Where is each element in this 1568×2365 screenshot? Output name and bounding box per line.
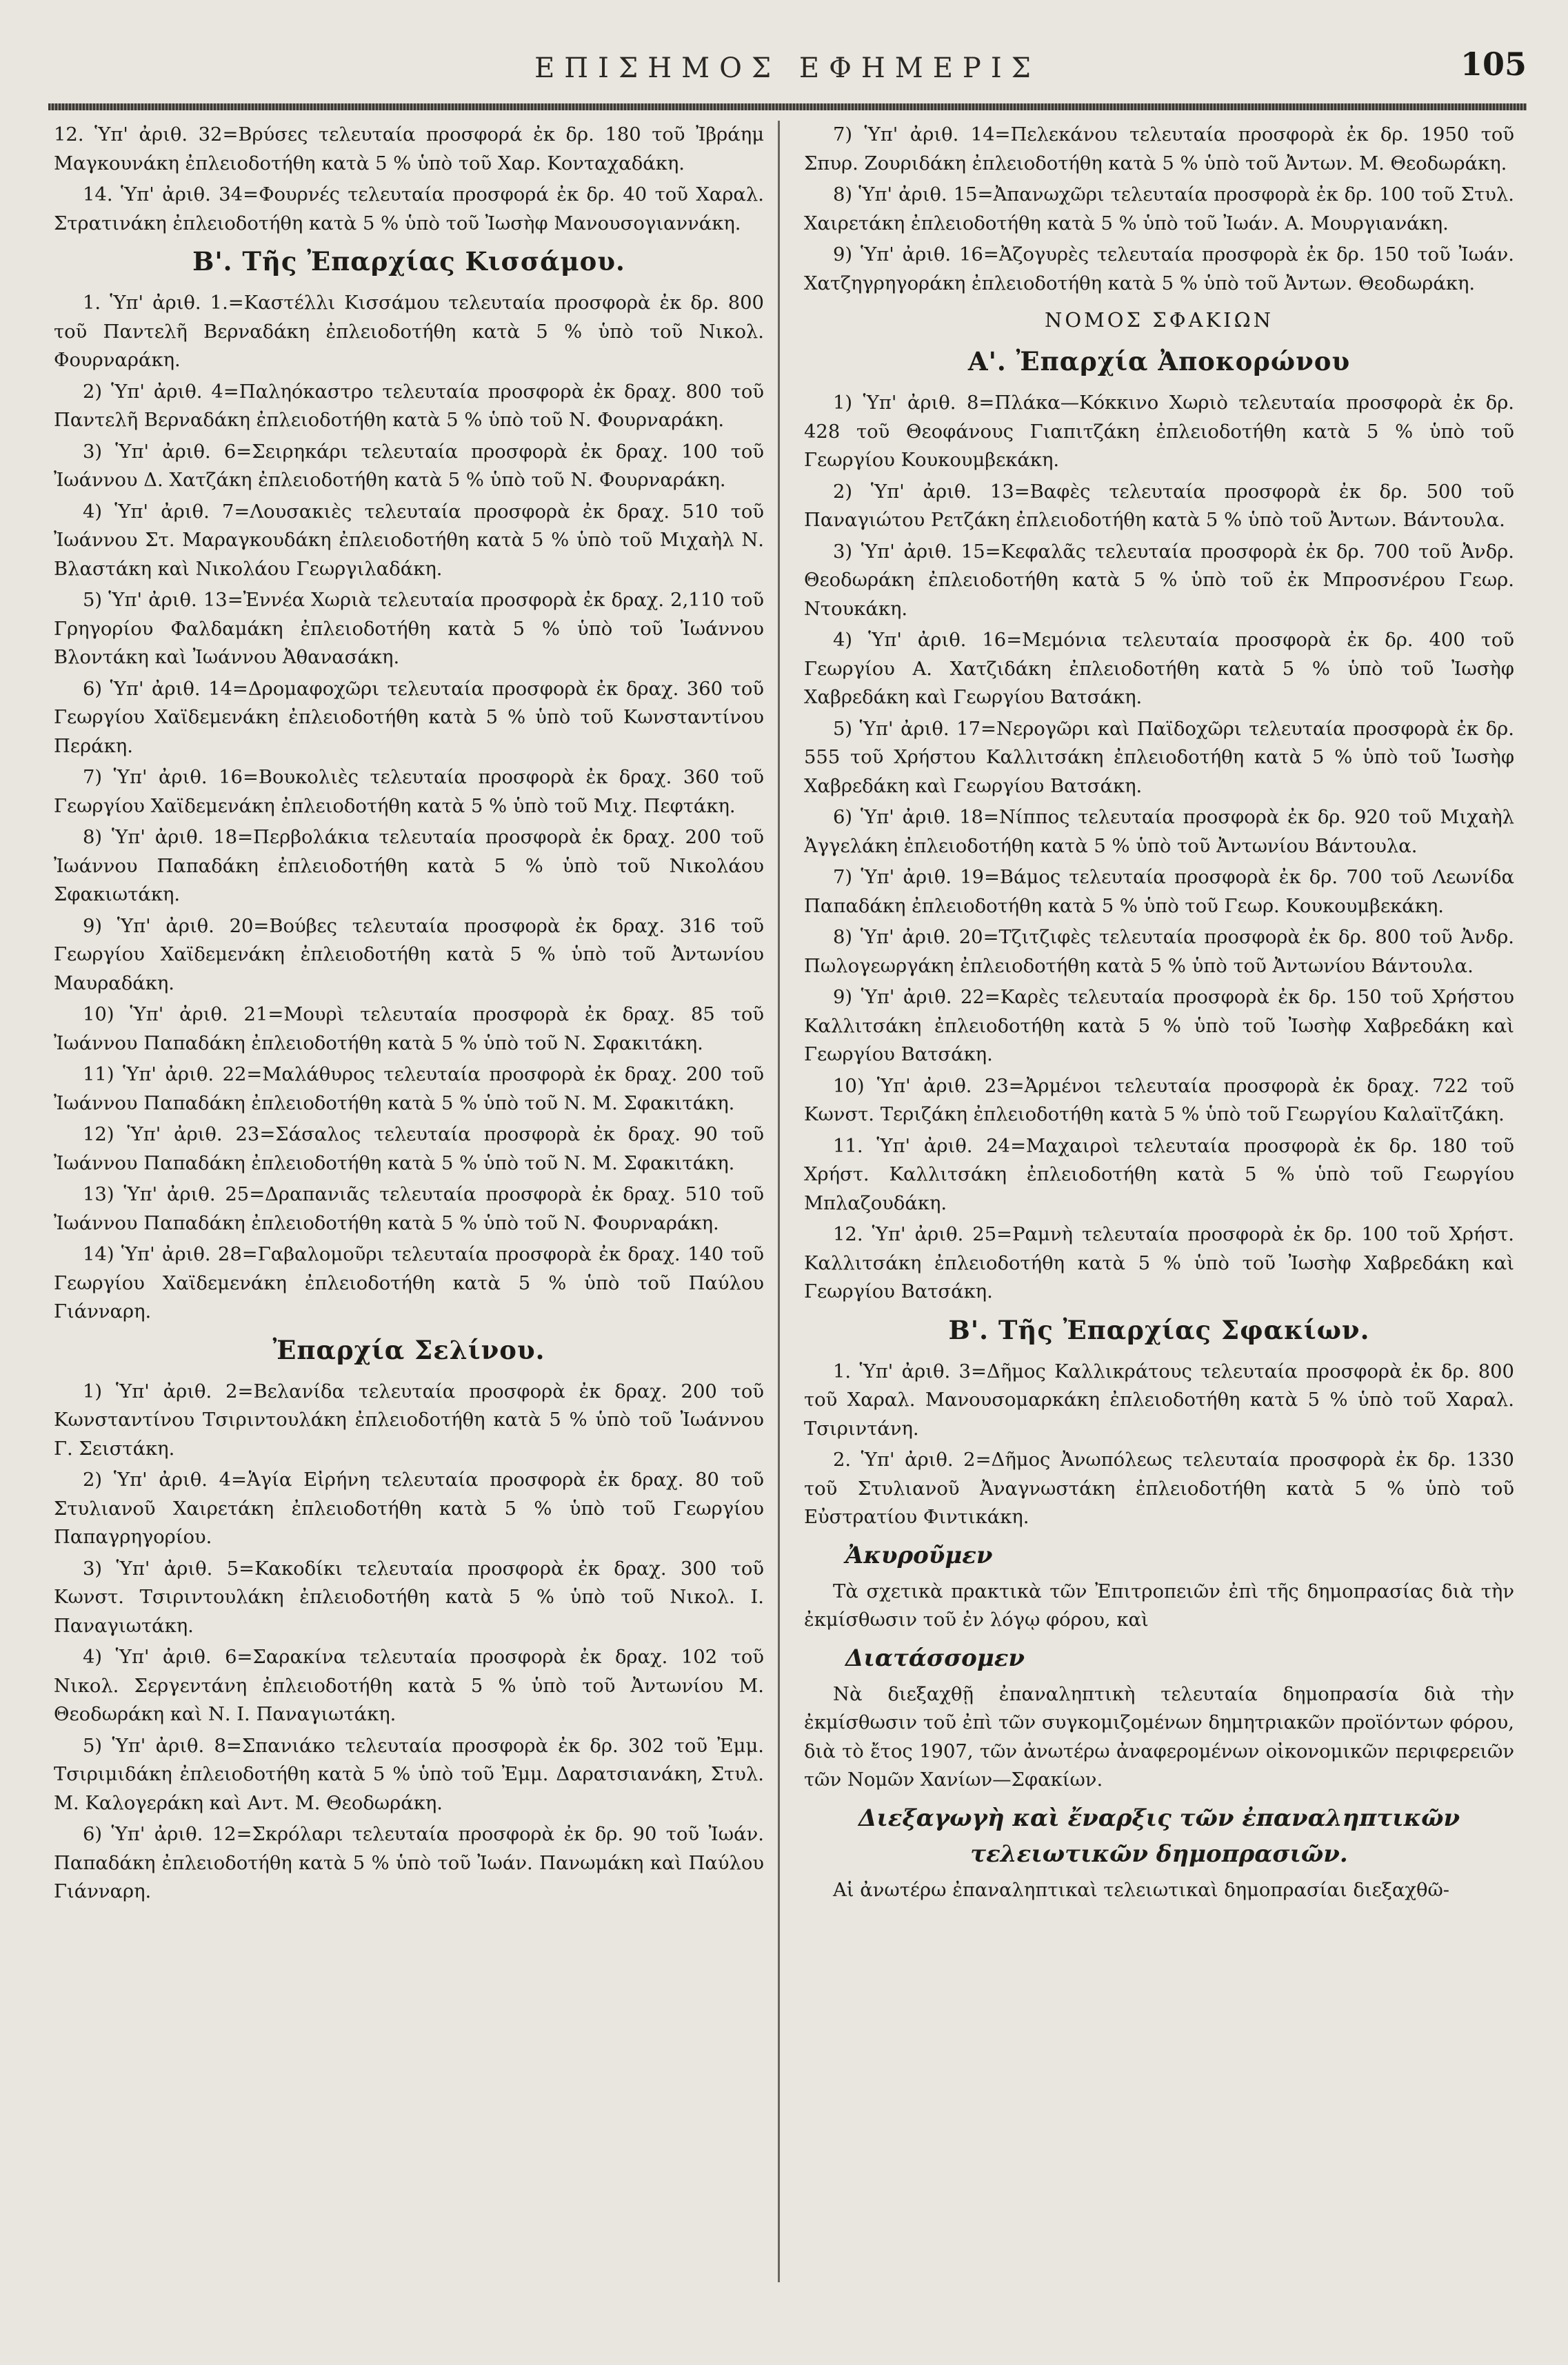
akyroumen-text: Τὰ σχετικὰ πρακτικὰ τῶν Ἐπιτροπειῶν ἐπὶ τῆς δημοπρασίας διὰ τὴν ἐκμίσθωσιν τοῦ ἐν λόγῳ φόρου, καὶ bbox=[804, 1580, 1514, 1631]
list-item: 13) Ὑπ' ἀριθ. 25=Δραπανιᾶς τελευταία προσφορὰ ἐκ δραχ. 510 τοῦ Ἰωάννου Παπαδάκη ἐπλειοδοτήθη κατὰ 5 % ὑπὸ τοῦ Ν. Φουρναράκη. bbox=[54, 1184, 764, 1234]
gazette-title: ΕΠΙΣΗΜΟΣ ΕΦΗΜΕΡΙΣ bbox=[534, 52, 1041, 84]
list-item: 12. Ὑπ' ἀριθ. 32=Βρύσες τελευταία προσφορά ἐκ δρ. 180 τοῦ Ἰβράημ Μαγκουνάκη ἐπλειοδοτήθη κατὰ 5 % ὑπὸ τοῦ Χαρ. Κονταχαδάκη. bbox=[54, 124, 764, 174]
list-item: 5) Ὑπ' ἀριθ. 17=Νερογῶρι καὶ Παϊδοχῶρι τελευταία προσφορὰ ἐκ δρ. 555 τοῦ Χρήστου Καλλιτσάκη ἐπλειοδοτήθη κατὰ 5 % ὑπὸ τοῦ Ἰωσὴφ Χαβρεδάκη καὶ Γεωργίου Βατσάκη. bbox=[804, 718, 1514, 797]
list-item: 7) Ὑπ' ἀριθ. 19=Βάμος τελευταία προσφορὰ ἐκ δρ. 700 τοῦ Λεωνίδα Παπαδάκη ἐπλειοδοτήθη κατὰ 5 % ὑπὸ τοῦ Γεωρ. Κουκουμβεκάκη. bbox=[804, 867, 1514, 917]
list-item: 6) Ὑπ' ἀριθ. 14=Δρομαφοχῶρι τελευταία προσφορὰ ἐκ δραχ. 360 τοῦ Γεωργίου Χαϊδεμενάκη ἐπλειοδοτήθη κατὰ 5 % ὑπὸ τοῦ Κωνσταντίνου Περάκη. bbox=[54, 678, 764, 757]
left-column bbox=[54, 121, 764, 2337]
diexagogi-text: Αἱ ἀνωτέρω ἐπαναληπτικαὶ τελειωτικαὶ δημοπρασίαι διεξαχθῶ- bbox=[833, 1879, 1450, 1901]
list-item: 8) Ὑπ' ἀριθ. 18=Περβολάκια τελευταία προσφορὰ ἐκ δραχ. 200 τοῦ Ἰωάννου Παπαδάκη ἐπλειοδοτήθη κατὰ 5 % ὑπὸ τοῦ Νικολάου Σφακιωτάκη. bbox=[54, 827, 764, 905]
section-heading-sfakion: Β'. Τῆς Ἐπαρχίας Σφακίων. bbox=[948, 1314, 1370, 1345]
diatassomen-text: Νὰ διεξαχθῇ ἐπαναληπτικὴ τελευταία δημοπρασία διὰ τὴν ἐκμίσθωσιν τοῦ ἐπὶ τῶν συγκομιζομένων δημητριακῶν προϊόντων φόρου, διὰ τὸ ἔτος 1907, τῶν ἀνωτέρω ἀναφερομένων οἰκονομικῶν περιφερειῶν τῶν Νομῶν Χανίων—Σφακίων. bbox=[804, 1683, 1514, 1791]
list-item: 1. Ὑπ' ἀριθ. 3=Δῆμος Καλλικράτους τελευταία προσφορὰ ἐκ δρ. 800 τοῦ Χαραλ. Μανουσομαρκάκη ἐπλειοδοτήθη κατὰ 5 % ὑπὸ τοῦ Χαραλ. Τσιριντάνη. bbox=[804, 1360, 1514, 1440]
list-item: 9) Ὑπ' ἀριθ. 20=Βούβες τελευταία προσφορὰ ἐκ δραχ. 316 τοῦ Γεωργίου Χαϊδεμενάκη ἐπλειοδοτήθη κατὰ 5 % ὑπὸ τοῦ Ἀντωνίου Μαυραδάκη. bbox=[54, 915, 764, 994]
list-item: 7) Ὑπ' ἀριθ. 16=Βουκολιὲς τελευταία προσφορὰ ἐκ δραχ. 360 τοῦ Γεωργίου Χαϊδεμενάκη ἐπλειοδοτήθη κατὰ 5 % ὑπὸ τοῦ Μιχ. Πεφτάκη. bbox=[54, 767, 764, 817]
heading-diexagogi: Διεξαγωγὴ καὶ ἔναρξις τῶν ἐπαναληπτικῶν τελειωτικῶν δημοπρασιῶν. bbox=[858, 1804, 1460, 1868]
list-item: 9) Ὑπ' ἀριθ. 16=Ἀζογυρὲς τελευταία προσφορὰ ἐκ δρ. 150 τοῦ Ἰωάν. Χατζηγρηγοράκη ἐπλειοδοτήθη κατὰ 5 % ὑπὸ τοῦ Ἀντων. Θεοδωράκη. bbox=[804, 244, 1514, 294]
list-item: 4) Ὑπ' ἀριθ. 7=Λουσακιὲς τελευταία προσφορὰ ἐκ δραχ. 510 τοῦ Ἰωάννου Στ. Μαραγκουδάκη ἐπλειοδοτήθη κατὰ 5 % ὑπὸ τοῦ Μιχαὴλ Ν. Βλαστάκη καὶ Νικολάου Γεωργιλαδάκη. bbox=[54, 501, 764, 580]
section-heading-kissamos: Β'. Τῆς Ἐπαρχίας Κισσάμου. bbox=[192, 246, 625, 276]
list-item: 9) Ὑπ' ἀριθ. 22=Καρὲς τελευταία προσφορὰ ἐκ δρ. 150 τοῦ Χρήστου Καλλιτσάκη ἐπλειοδοτήθη κατὰ 5 % ὑπὸ τοῦ Ἰωσὴφ Χαβρεδάκη καὶ Γεωργίου Βατσάκη. bbox=[804, 987, 1514, 1065]
list-item: 5) Ὑπ' ἀριθ. 8=Σπανιάκο τελευταία προσφορὰ ἐκ δρ. 302 τοῦ Ἐμμ. Τσιριμιδάκη ἐπλειοδοτήθη κατὰ 5 % ὑπὸ τοῦ Ἐμμ. Δαρατσιανάκη, Στυλ. Μ. Καλογεράκη καὶ Αντ. Μ. Θεοδωράκη. bbox=[54, 1735, 764, 1814]
list-item: 3) Ὑπ' ἀριθ. 5=Κακοδίκι τελευταία προσφορὰ ἐκ δραχ. 300 τοῦ Κωνστ. Τσιριντουλάκη ἐπλειοδοτήθη κατὰ 5 % ὑπὸ τοῦ Νικολ. Ι. Παναγιωτάκη. bbox=[54, 1558, 764, 1637]
section-heading-selinou: Ἐπαρχία Σελίνου. bbox=[272, 1334, 545, 1365]
section-heading-apokoronou: Α'. Ἐπαρχία Ἀποκορώνου bbox=[967, 346, 1351, 376]
list-item: 14. Ὑπ' ἀριθ. 34=Φουρνές τελευταία προσφορά ἐκ δρ. 40 τοῦ Χαραλ. Στρατινάκη ἐπλειοδοτήθη κατὰ 5 % ὑπὸ τοῦ Ἰωσὴφ Μανουσογιαννάκη. bbox=[54, 184, 764, 234]
column-divider bbox=[778, 121, 780, 2282]
list-item: 10) Ὑπ' ἀριθ. 23=Ἀρμένοι τελευταία προσφορὰ ἐκ δραχ. 722 τοῦ Κωνστ. Τεριζάκη ἐπλειοδοτήθη κατὰ 5 % ὑπὸ τοῦ Γεωργίου Καλαϊτζάκη. bbox=[804, 1075, 1514, 1125]
list-item: 4) Ὑπ' ἀριθ. 16=Μεμόνια τελευταία προσφορὰ ἐκ δρ. 400 τοῦ Γεωργίου Α. Χατζιδάκη ἐπλειοδοτήθη κατὰ 5 % ὑπὸ τοῦ Ἰωσὴφ Χαβρεδάκη καὶ Γεωργίου Βατσάκη. bbox=[804, 630, 1514, 708]
page-number: 105 bbox=[1460, 46, 1527, 83]
list-item: 8) Ὑπ' ἀριθ. 15=Ἀπανωχῶρι τελευταία προσφορὰ ἐκ δρ. 100 τοῦ Στυλ. Χαιρετάκη ἐπλειοδοτήθη κατὰ 5 % ὑπὸ τοῦ Ἰωάν. Α. Μουργιανάκη. bbox=[804, 184, 1514, 234]
list-item: 12) Ὑπ' ἀριθ. 23=Σάσαλος τελευταία προσφορὰ ἐκ δραχ. 90 τοῦ Ἰωάννου Παπαδάκη ἐπλειοδοτήθη κατὰ 5 % ὑπὸ τοῦ Ν. Μ. Σφακιτάκη. bbox=[54, 1124, 764, 1174]
list-item: 10) Ὑπ' ἀριθ. 21=Μουρὶ τελευταία προσφορὰ ἐκ δραχ. 85 τοῦ Ἰωάννου Παπαδάκη ἐπλειοδοτήθη κατὰ 5 % ὑπὸ τοῦ Ν. Σφακιτάκη. bbox=[54, 1004, 764, 1054]
list-item: 5) Ὑπ' ἀριθ. 13=Ἐννέα Χωριὰ τελευταία προσφορὰ ἐκ δραχ. 2,110 τοῦ Γρηγορίου Φαλδαμάκη ἐπλειοδοτήθη κατὰ 5 % ὑπὸ τοῦ Ἰωάννου Βλοντάκη καὶ Ἰωάννου Ἀθανασάκη. bbox=[54, 590, 764, 668]
list-item: 11. Ὑπ' ἀριθ. 24=Μαχαιροὶ τελευταία προσφορὰ ἐκ δρ. 180 τοῦ Χρήστ. Καλλιτσάκη ἐπλειοδοτήθη κατὰ 5 % ὑπὸ τοῦ Γεωργίου Μπλαζουδάκη. bbox=[804, 1135, 1514, 1214]
header-rule bbox=[48, 103, 1527, 110]
page-header bbox=[48, 40, 1527, 116]
list-item: 3) Ὑπ' ἀριθ. 6=Σειρηκάρι τελευταία προσφορὰ ἐκ δραχ. 100 τοῦ Ἰωάννου Δ. Χατζάκη ἐπλειοδοτήθη κατὰ 5 % ὑπὸ τοῦ Ν. Φουρναράκη. bbox=[54, 441, 764, 491]
list-item: 6) Ὑπ' ἀριθ. 18=Νίππος τελευταία προσφορὰ ἐκ δρ. 920 τοῦ Μιχαὴλ Ἀγγελάκη ἐπλειοδοτήθη κατὰ 5 % ὑπὸ τοῦ Ἀντωνίου Βάντουλα. bbox=[804, 807, 1514, 857]
heading-diatassomen: Διατάσσομεν bbox=[845, 1644, 1025, 1672]
list-item: 2) Ὑπ' ἀριθ. 4=Παληόκαστρο τελευταία προσφορὰ ἐκ δραχ. 800 τοῦ Παντελῆ Βερναδάκη ἐπλειοδοτήθη κατὰ 5 % ὑπὸ τοῦ Ν. Φουρναράκη. bbox=[54, 381, 764, 431]
list-item: 1. Ὑπ' ἀριθ. 1.=Καστέλλι Κισσάμου τελευταία προσφορὰ ἐκ δρ. 800 τοῦ Παντελῆ Βερναδάκη ἐπλειοδοτήθη κατὰ 5 % ὑπὸ τοῦ Νικολ. Φουρναράκη. bbox=[54, 292, 764, 371]
list-item: 14) Ὑπ' ἀριθ. 28=Γαβαλομοῦρι τελευταία προσφορὰ ἐκ δραχ. 140 τοῦ Γεωργίου Χαϊδεμενάκη ἐπλειοδοτήθη κατὰ 5 % ὑπὸ τοῦ Παύλου Γιάνναρη. bbox=[54, 1244, 764, 1322]
list-item: 1) Ὑπ' ἀριθ. 2=Βελανίδα τελευταία προσφορὰ ἐκ δραχ. 200 τοῦ Κωνσταντίνου Τσιριντουλάκη ἐπλειοδοτήθη κατὰ 5 % ὑπὸ τοῦ Ἰωάννου Γ. Σειστάκη. bbox=[54, 1380, 764, 1460]
list-item: 1) Ὑπ' ἀριθ. 8=Πλάκα—Κόκκινο Χωριὸ τελευταία προσφορὰ ἐκ δρ. 428 τοῦ Θεοφάνους Γιαπιτζάκη ἐπλειοδοτήθη κατὰ 5 % ὑπὸ τοῦ Γεωργίου Κουκουμβεκάκη. bbox=[804, 392, 1514, 471]
nomos-title: ΝΟΜΟΣ ΣΦΑΚΙΩΝ bbox=[1044, 308, 1274, 332]
list-item: 7) Ὑπ' ἀριθ. 14=Πελεκάνου τελευταία προσφορὰ ἐκ δρ. 1950 τοῦ Σπυρ. Ζουριδάκη ἐπλειοδοτήθη κατὰ 5 % ὑπὸ τοῦ Ἀντων. Μ. Θεοδωράκη. bbox=[804, 124, 1514, 174]
list-item: 3) Ὑπ' ἀριθ. 15=Κεφαλᾶς τελευταία προσφορὰ ἐκ δρ. 700 τοῦ Ἀνδρ. Θεοδωράκη ἐπλειοδοτήθη κατὰ 5 % ὑπὸ τοῦ ἐκ Μπροσνέρου Γεωρ. Ντουκάκη. bbox=[804, 541, 1514, 620]
right-column bbox=[804, 121, 1514, 2337]
list-item: 4) Ὑπ' ἀριθ. 6=Σαρακίνα τελευταία προσφορὰ ἐκ δραχ. 102 τοῦ Νικολ. Σεργεντάνη ἐπλειοδοτήθη κατὰ 5 % ὑπὸ τοῦ Ἀντωνίου Μ. Θεοδωράκη καὶ Ν. Ι. Παναγιωτάκη. bbox=[54, 1647, 764, 1725]
list-item: 12. Ὑπ' ἀριθ. 25=Ραμνὴ τελευταία προσφορὰ ἐκ δρ. 100 τοῦ Χρήστ. Καλλιτσάκη ἐπλειοδοτήθη κατὰ 5 % ὑπὸ τοῦ Ἰωσὴφ Χαβρεδάκη καὶ Γεωργίου Βατσάκη. bbox=[804, 1224, 1514, 1302]
list-item: 6) Ὑπ' ἀριθ. 12=Σκρόλαρι τελευταία προσφορὰ ἐκ δρ. 90 τοῦ Ἰωάν. Παπαδάκη ἐπλειοδοτήθη κατὰ 5 % ὑπὸ τοῦ Ἰωάν. Πανωμάκη καὶ Παύλου Γιάνναρη. bbox=[54, 1824, 764, 1902]
list-item: 2) Ὑπ' ἀριθ. 13=Βαφὲς τελευταία προσφορὰ ἐκ δρ. 500 τοῦ Παναγιώτου Ρετζάκη ἐπλειοδοτήθη κατὰ 5 % ὑπὸ τοῦ Ἀντων. Βάντουλα. bbox=[804, 481, 1514, 531]
list-item: 2. Ὑπ' ἀριθ. 2=Δῆμος Ἀνωπόλεως τελευταία προσφορὰ ἐκ δρ. 1330 τοῦ Στυλιανοῦ Ἀναγνωστάκη ἐπλειοδοτήθη κατὰ 5 % ὑπὸ τοῦ Εὐστρατίου Φιντικάκη. bbox=[804, 1449, 1514, 1528]
heading-akyroumen: Ἀκυροῦμεν bbox=[845, 1541, 993, 1569]
list-item: 11) Ὑπ' ἀριθ. 22=Μαλάθυρος τελευταία προσφορὰ ἐκ δραχ. 200 τοῦ Ἰωάννου Παπαδάκη ἐπλειοδοτήθη κατὰ 5 % ὑπὸ τοῦ Ν. Μ. Σφακιτάκη. bbox=[54, 1064, 764, 1114]
list-item: 2) Ὑπ' ἀριθ. 4=Ἁγία Εἰρήνη τελευταία προσφορὰ ἐκ δραχ. 80 τοῦ Στυλιανοῦ Χαιρετάκη ἐπλειοδοτήθη κατὰ 5 % ὑπὸ τοῦ Γεωργίου Παπαγρηγορίου. bbox=[54, 1469, 764, 1548]
list-item: 8) Ὑπ' ἀριθ. 20=Τζιτζιφὲς τελευταία προσφορὰ ἐκ δρ. 800 τοῦ Ἀνδρ. Πωλογεωργάκη ἐπλειοδοτήθη κατὰ 5 % ὑπὸ τοῦ Ἀντωνίου Βάντουλα. bbox=[804, 927, 1514, 977]
